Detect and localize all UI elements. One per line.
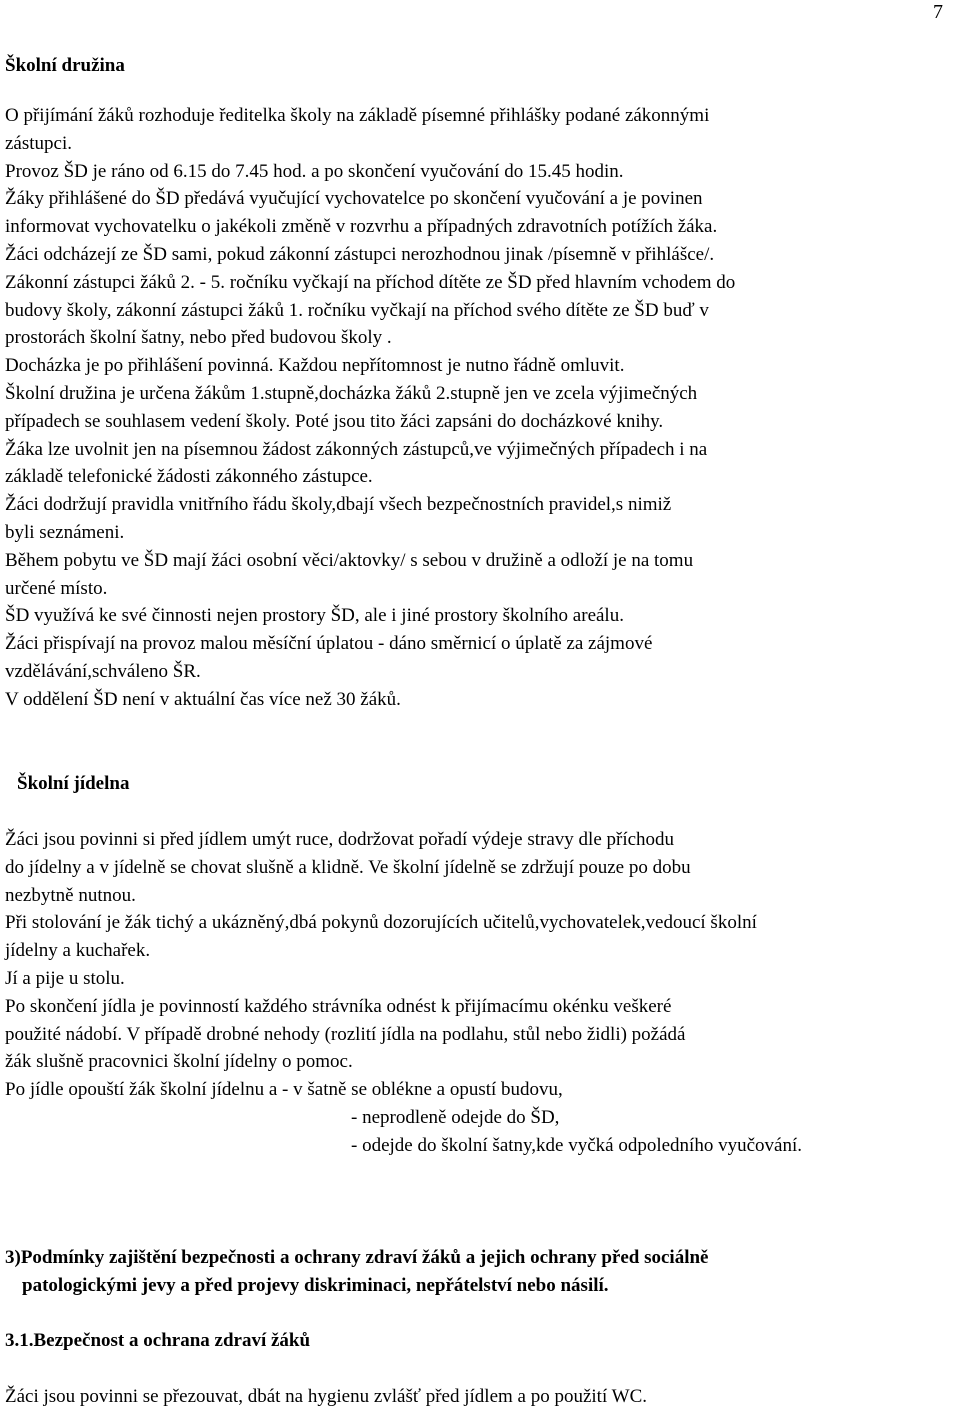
section-3-heading	[5, 1244, 956, 1300]
paragraph-line: Po skončení jídla je povinností každého strávníka odnést k přijímacímu okénku veškeré	[5, 995, 672, 1017]
paragraph-line: žák slušně pracovnici školní jídelny o pomoc.	[5, 1051, 353, 1073]
paragraph-line: vzdělávání,schváleno ŠR.	[5, 660, 201, 682]
paragraph-line: Žáci přispívají na provoz malou měsíční úplatou - dáno směrnicí o úplatě za zájmové	[5, 633, 653, 655]
paragraph-line: zástupci.	[5, 132, 73, 154]
paragraph-line: jídelny a kuchařek.	[5, 940, 151, 962]
section-3-heading-line-1: 3)Podmínky zajištění bezpečnosti a ochrany zdraví žáků a jejich ochrany před sociálně	[5, 1247, 709, 1268]
paragraph-line: Během pobytu ve ŠD mají žáci osobní věci/aktovky/ s sebou v družině a odloží je na tomu	[5, 549, 694, 571]
paragraph-line: Docházka je po přihlášení povinná. Každou nepřítomnost je nutno řádně omluvit.	[5, 355, 625, 377]
indented-list-item: - odejde do školní šatny,kde vyčká odpoledního vyučování.	[351, 1134, 802, 1156]
paragraph-line: do jídelny a v jídelně se chovat slušně a klidně. Ve školní jídelně se zdržují pouze po dobu	[5, 856, 691, 878]
section-3-1	[5, 1327, 956, 1355]
paragraph-line: Žáci odcházejí ze ŠD sami, pokud zákonní zástupci nerozhodnou jinak /písemně v přihlášce/.	[5, 243, 715, 265]
section-3-1-body	[5, 1383, 956, 1411]
druzina-body	[5, 102, 956, 714]
paragraph-line: použité nádobí. V případě drobné nehody (rozlití jídla na podlahu, stůl nebo židli) požádá	[5, 1023, 686, 1045]
paragraph-line: případech se souhlasem vedení školy. Poté jsou tito žáci zapsáni do docházkové knihy.	[5, 410, 664, 432]
paragraph-line: Žáci jsou povinni si před jídlem umýt ruce, dodržovat pořadí výdeje stravy dle příchodu	[5, 829, 675, 850]
paragraph-line: Provoz ŠD je ráno od 6.15 do 7.45 hod. a po skončení vyučování do 15.45 hodin.	[5, 160, 624, 182]
paragraph-line: Žáky přihlášené do ŠD předává vyučující vychovatelce po skončení vyučování a je povinen	[5, 188, 703, 210]
paragraph-line: základě telefonické žádosti zákonného zástupce.	[5, 466, 373, 488]
page-number: 7	[933, 1, 943, 23]
paragraph-line: Školní družina je určena žákům 1.stupně,docházka žáků 2.stupně jen ve zcela výjimečných	[5, 382, 698, 404]
paragraph-line: Jí a pije u stolu.	[5, 967, 125, 989]
paragraph-line: Při stolování je žák tichý a ukázněný,dbá pokynů dozorujících učitelů,vychovatelek,vedoucí školní	[5, 912, 757, 934]
paragraph-line: ŠD využívá ke své činnosti nejen prostory ŠD, ale i jiné prostory školního areálu.	[5, 605, 624, 627]
paragraph-line: informovat vychovatelku o jakékoli změně v rozvrhu a případných zdravotních potížích žáka.	[5, 216, 718, 238]
indented-list-item: - neprodleně odejde do ŠD,	[351, 1106, 560, 1128]
heading-skolni-jidelna: Školní jídelna	[17, 773, 130, 794]
section-jidelna	[5, 770, 956, 798]
paragraph-line: prostorách školní šatny, nebo před budovou školy .	[5, 327, 392, 349]
paragraph-line: Žáci jsou povinni se přezouvat, dbát na hygienu zvlášť před jídlem a po použití WC.	[5, 1386, 648, 1407]
jidelna-body	[5, 826, 956, 1160]
paragraph-line: budovy školy, zákonní zástupci žáků 1. ročníku vyčkají na příchod svého dítěte ze ŠD buď v	[5, 299, 709, 321]
paragraph-line: Žáci dodržují pravidla vnitřního řádu školy,dbají všech bezpečnostních pravidel,s nimiž	[5, 494, 672, 516]
section-3-1-heading: 3.1.Bezpečnost a ochrana zdraví žáků	[5, 1330, 311, 1351]
section-3-heading-line-2: patologickými jevy a před projevy diskriminaci, nepřátelství nebo násilí.	[22, 1275, 609, 1296]
paragraph-line: určené místo.	[5, 577, 108, 599]
paragraph-line: Žáka lze uvolnit jen na písemnou žádost zákonných zástupců,ve výjimečných případech i na	[5, 438, 708, 460]
paragraph-line: byli seznámeni.	[5, 521, 125, 543]
paragraph-line: V oddělení ŠD není v aktuální čas více než 30 žáků.	[5, 688, 401, 710]
section-druzina	[5, 52, 956, 80]
heading-skolni-druzina: Školní družina	[5, 55, 125, 76]
paragraph-line: Po jídle opouští žák školní jídelnu a - v šatně se oblékne a opustí budovu,	[5, 1079, 563, 1101]
paragraph-line: nezbytně nutnou.	[5, 884, 136, 906]
paragraph-line: O přijímání žáků rozhoduje ředitelka školy na základě písemné přihlášky podané zákonnými	[5, 105, 710, 126]
paragraph-line: Zákonní zástupci žáků 2. - 5. ročníku vyčkají na příchod dítěte ze ŠD před hlavním vchodem do	[5, 271, 736, 293]
